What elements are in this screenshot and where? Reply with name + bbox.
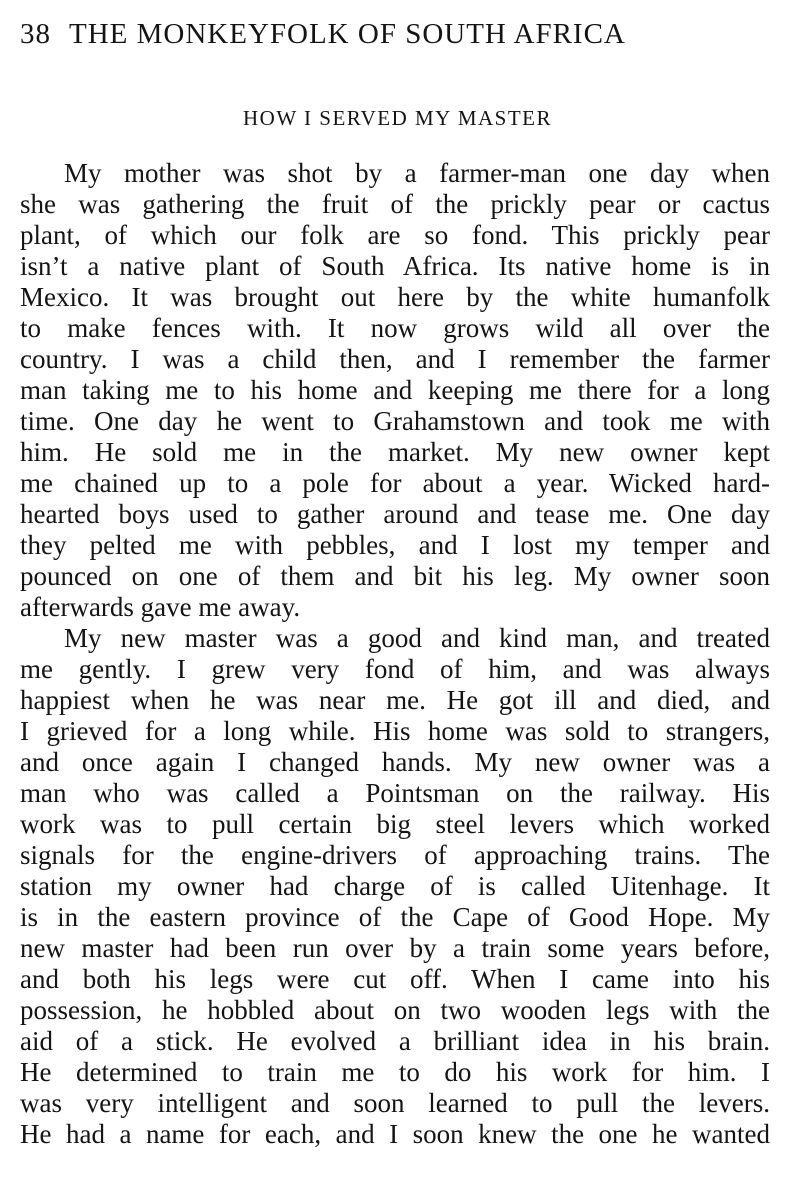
running-head: [20, 16, 770, 52]
text-line: they pelted me with pebbles, and I lost my temper and: [20, 530, 770, 560]
text-line: signals for the engine-drivers of approaching trains. The: [20, 840, 770, 870]
text-line: time. One day he went to Grahamstown and took me with: [20, 406, 770, 436]
text-line: hearted boys used to gather around and tease me. One day: [20, 499, 770, 529]
text-line: isn’t a native plant of South Africa. Its native home is in: [20, 251, 770, 281]
text-line: aid of a stick. He evolved a brilliant idea in his brain.: [20, 1026, 770, 1056]
text-line: station my owner had charge of is called Uitenhage. It: [20, 871, 770, 901]
book-title: THE MONKEYFOLK OF SOUTH AFRICA: [69, 18, 626, 50]
text-line: man taking me to his home and keeping me there for a long: [20, 375, 770, 405]
text-line: and once again I changed hands. My new owner was a: [20, 747, 770, 777]
paragraph-2: [20, 623, 770, 1150]
paragraph-1: [20, 158, 770, 623]
text-line: she was gathering the fruit of the prickly pear or cactus: [20, 189, 770, 219]
text-line: Mexico. It was brought out here by the white humanfolk: [20, 282, 770, 312]
text-line: to make fences with. It now grows wild all over the: [20, 313, 770, 343]
text-line: possession, he hobbled about on two wooden legs with the: [20, 995, 770, 1025]
page-number: 38: [20, 18, 51, 50]
text-line: afterwards gave me away.: [20, 592, 301, 622]
text-line: plant, of which our folk are so fond. This prickly pear: [20, 220, 770, 250]
text-line: is in the eastern province of the Cape of Good Hope. My: [20, 902, 770, 932]
text-line: me chained up to a pole for about a year. Wicked hard-: [20, 468, 770, 498]
text-line: was very intelligent and soon learned to pull the levers.: [20, 1088, 770, 1118]
text-line: new master had been run over by a train some years before,: [20, 933, 770, 963]
text-line: work was to pull certain big steel levers which worked: [20, 809, 770, 839]
chapter-heading: HOW I SERVED MY MASTER: [243, 106, 552, 130]
text-line: He determined to train me to do his work for him. I: [20, 1057, 770, 1087]
text-line: I grieved for a long while. His home was sold to strangers,: [20, 716, 770, 746]
text-line: happiest when he was near me. He got ill and died, and: [20, 685, 770, 715]
text-line: and both his legs were cut off. When I came into his: [20, 964, 770, 994]
text-line: My new master was a good and kind man, and treated: [64, 623, 770, 653]
text-line: me gently. I grew very fond of him, and was always: [20, 654, 770, 684]
text-line: He had a name for each, and I soon knew the one he wanted: [20, 1119, 770, 1149]
text-line: him. He sold me in the market. My new owner kept: [20, 437, 770, 467]
text-line: country. I was a child then, and I remember the farmer: [20, 344, 770, 374]
text-line: pounced on one of them and bit his leg. My owner soon: [20, 561, 770, 591]
text-line: My mother was shot by a farmer-man one day when: [64, 158, 770, 188]
text-line: man who was called a Pointsman on the railway. His: [20, 778, 770, 808]
body-text: [20, 158, 770, 1150]
